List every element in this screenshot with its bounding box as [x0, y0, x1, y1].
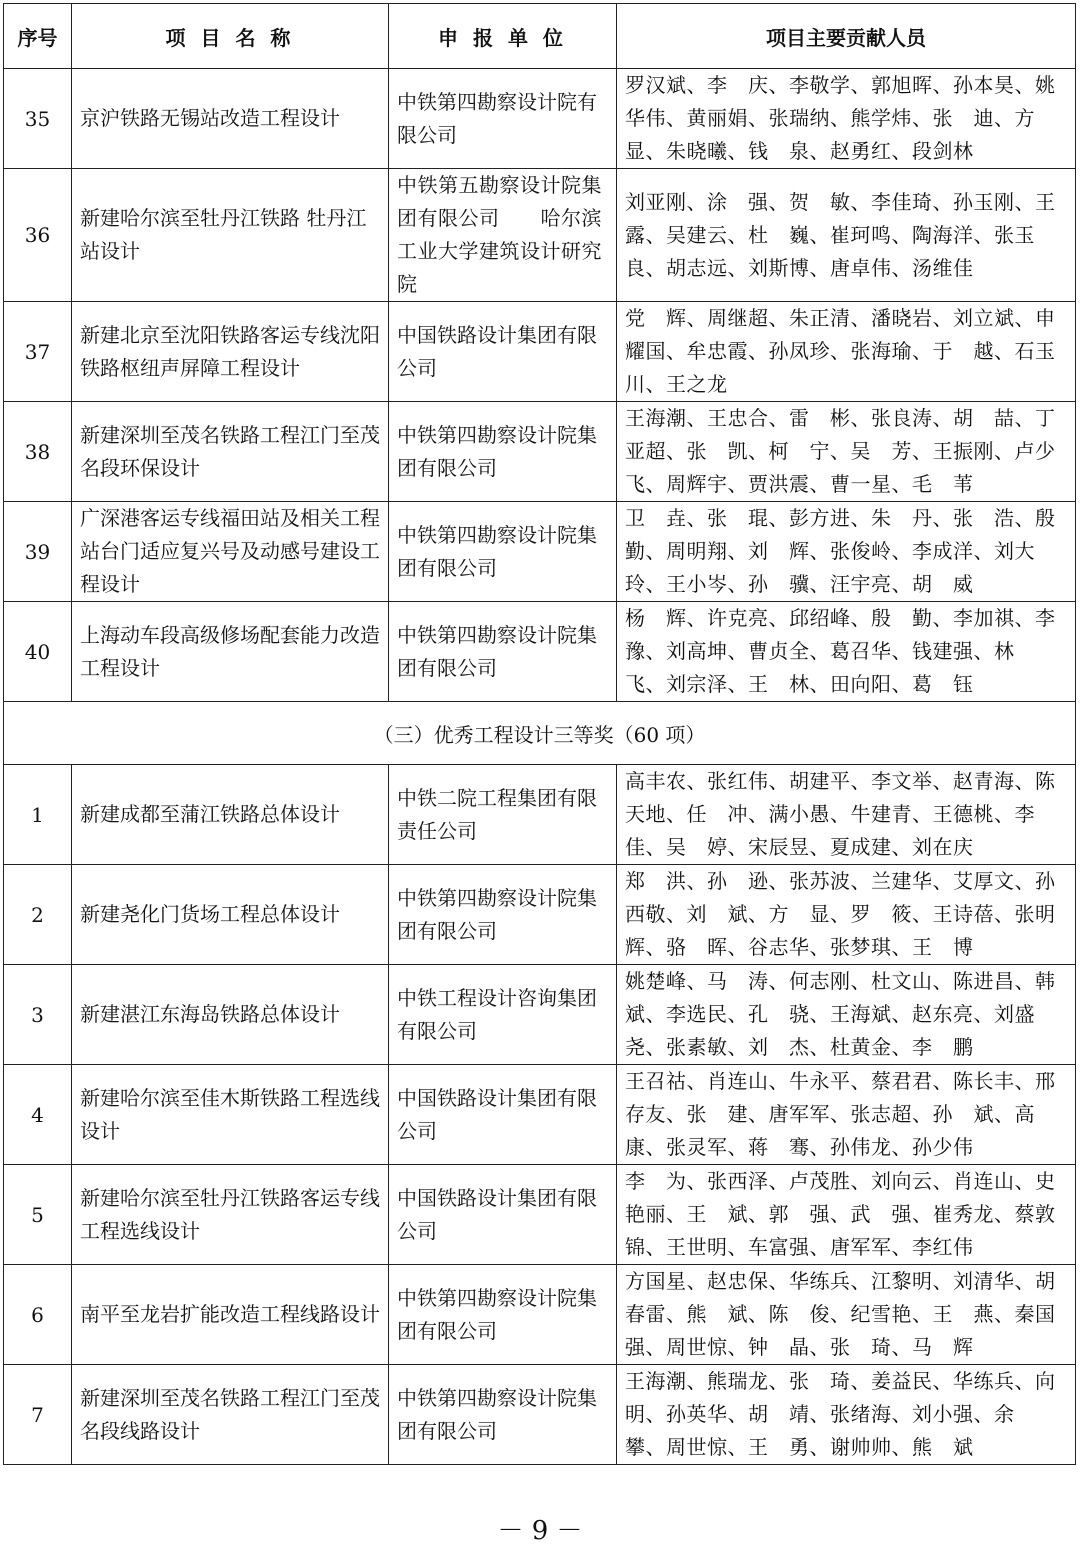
table-row — [4, 1365, 1076, 1465]
table-row — [4, 302, 1076, 402]
row-no: 38 — [4, 402, 72, 502]
row-unit: 中铁第四勘察设计院集团有限公司 — [389, 1365, 617, 1465]
row-unit: 中国铁路设计集团有限公司 — [389, 1065, 617, 1165]
row-unit: 中铁工程设计咨询集团有限公司 — [389, 965, 617, 1065]
row-no: 6 — [4, 1265, 72, 1365]
page-number: － 9 － — [497, 1516, 583, 1546]
table-row — [4, 1165, 1076, 1265]
table-row — [4, 69, 1076, 169]
row-no: 1 — [4, 765, 72, 865]
row-unit: 中铁第四勘察设计院有限公司 — [389, 69, 617, 169]
row-project-name: 新建哈尔滨至佳木斯铁路工程选线设计 — [72, 1065, 389, 1165]
row-no: 7 — [4, 1365, 72, 1465]
row-project-name: 新建北京至沈阳铁路客运专线沈阳铁路枢纽声屏障工程设计 — [72, 302, 389, 402]
table-header-row — [4, 4, 1076, 69]
row-project-name: 新建深圳至茂名铁路工程江门至茂名段环保设计 — [72, 402, 389, 502]
header-contributors: 项目主要贡献人员 — [617, 4, 1076, 69]
row-project-name: 京沪铁路无锡站改造工程设计 — [72, 69, 389, 169]
row-unit: 中铁第四勘察设计院集团有限公司 — [389, 1265, 617, 1365]
header-project-name: 项 目 名 称 — [72, 4, 389, 69]
row-project-name: 广深港客运专线福田站及相关工程站台门适应复兴号及动感号建设工程设计 — [72, 502, 389, 602]
row-contributors: 王海潮、熊瑞龙、张 琦、姜益民、华练兵、向 明、孙英华、胡 靖、张绪海、刘小强、余 攀、周世惊、王 勇、谢帅帅、熊 斌 — [617, 1365, 1076, 1465]
row-unit: 中国铁路设计集团有限公司 — [389, 1165, 617, 1265]
row-unit: 中铁第四勘察设计院集团有限公司 — [389, 502, 617, 602]
row-no: 3 — [4, 965, 72, 1065]
header-unit: 申 报 单 位 — [389, 4, 617, 69]
row-contributors: 王召祜、肖连山、牛永平、蔡君君、陈长丰、邢存友、张 建、唐军军、张志超、孙 斌、高 康、张灵军、蒋 骞、孙伟龙、孙少伟 — [617, 1065, 1076, 1165]
row-contributors: 郑 洪、孙 逊、张苏波、兰建华、艾厚文、孙西敬、刘 斌、方 显、罗 筱、王诗蓓、张明辉、骆 晖、谷志华、张梦琪、王 博 — [617, 865, 1076, 965]
row-unit: 中铁第四勘察设计院集团有限公司 — [389, 402, 617, 502]
row-contributors: 姚楚峰、马 涛、何志刚、杜文山、陈进昌、韩 斌、李选民、孔 骁、王海斌、赵东亮、刘盛尧、张素敏、刘 杰、杜黄金、李 鹏 — [617, 965, 1076, 1065]
row-unit: 中铁二院工程集团有限责任公司 — [389, 765, 617, 865]
row-contributors: 罗汉斌、李 庆、李敬学、郭旭晖、孙本昊、姚华伟、黄丽娟、张瑞纳、熊学炜、张 迪、方 显、朱晓曦、钱 泉、赵勇红、段剑林 — [617, 69, 1076, 169]
row-no: 2 — [4, 865, 72, 965]
row-unit: 中国铁路设计集团有限公司 — [389, 302, 617, 402]
table-row — [4, 965, 1076, 1065]
row-contributors: 卫 垚、张 琨、彭方进、朱 丹、张 浩、殷 勤、周明翔、刘 辉、张俊岭、李成洋、刘大玲、王小岑、孙 骥、汪宇亮、胡 威 — [617, 502, 1076, 602]
row-contributors: 高丰农、张红伟、胡建平、李文举、赵青海、陈天地、任 冲、满小愚、牛建青、王德桃、李 佳、吴 婷、宋辰昱、夏成建、刘在庆 — [617, 765, 1076, 865]
section-header-row — [4, 702, 1076, 765]
row-contributors: 党 辉、周继超、朱正清、潘晓岩、刘立斌、申耀国、牟忠霞、孙凤珍、张海瑜、于 越、石玉川、王之龙 — [617, 302, 1076, 402]
table-row — [4, 1065, 1076, 1165]
row-contributors: 王海潮、王忠合、雷 彬、张良涛、胡 喆、丁亚超、张 凯、柯 宁、吴 芳、王振刚、卢少飞、周辉宇、贾洪震、曹一星、毛 苇 — [617, 402, 1076, 502]
row-no: 37 — [4, 302, 72, 402]
table-row — [4, 402, 1076, 502]
row-no: 39 — [4, 502, 72, 602]
row-project-name: 新建成都至蒲江铁路总体设计 — [72, 765, 389, 865]
row-no: 36 — [4, 169, 72, 302]
row-no: 4 — [4, 1065, 72, 1165]
row-project-name: 南平至龙岩扩能改造工程线路设计 — [72, 1265, 389, 1365]
row-unit: 中铁第四勘察设计院集团有限公司 — [389, 602, 617, 702]
row-project-name: 新建深圳至茂名铁路工程江门至茂名段线路设计 — [72, 1365, 389, 1465]
row-no: 35 — [4, 69, 72, 169]
awards-table — [3, 3, 1076, 1465]
table-row — [4, 602, 1076, 702]
section-title: （三）优秀工程设计三等奖（60 项） — [4, 702, 1076, 765]
row-contributors: 杨 辉、许克亮、邱绍峰、殷 勤、李加祺、李 豫、刘高坤、曹贞全、葛召华、钱建强、林 飞、刘宗泽、王 林、田向阳、葛 钰 — [617, 602, 1076, 702]
row-project-name: 新建哈尔滨至牡丹江铁路 牡丹江站设计 — [72, 169, 389, 302]
row-project-name: 新建湛江东海岛铁路总体设计 — [72, 965, 389, 1065]
row-unit: 中铁第五勘察设计院集团有限公司 哈尔滨工业大学建筑设计研究院 — [389, 169, 617, 302]
row-contributors: 方国星、赵忠保、华练兵、江黎明、刘清华、胡春雷、熊 斌、陈 俊、纪雪艳、王 燕、秦国强、周世惊、钟 晶、张 琦、马 辉 — [617, 1265, 1076, 1365]
row-unit: 中铁第四勘察设计院集团有限公司 — [389, 865, 617, 965]
row-project-name: 新建哈尔滨至牡丹江铁路客运专线工程选线设计 — [72, 1165, 389, 1265]
row-contributors: 李 为、张西泽、卢茂胜、刘向云、肖连山、史艳丽、王 斌、郭 强、武 强、崔秀龙、蔡敦锦、王世明、车富强、唐军军、李红伟 — [617, 1165, 1076, 1265]
row-no: 5 — [4, 1165, 72, 1265]
table-row — [4, 502, 1076, 602]
table-row — [4, 765, 1076, 865]
table-row — [4, 169, 1076, 302]
row-contributors: 刘亚刚、涂 强、贺 敏、李佳琦、孙玉刚、王 露、吴建云、杜 巍、崔珂鸣、陶海洋、张玉良、胡志远、刘斯博、唐卓伟、汤维佳 — [617, 169, 1076, 302]
row-project-name: 新建尧化门货场工程总体设计 — [72, 865, 389, 965]
row-no: 40 — [4, 602, 72, 702]
header-no: 序号 — [4, 4, 72, 69]
row-project-name: 上海动车段高级修场配套能力改造工程设计 — [72, 602, 389, 702]
table-row — [4, 1265, 1076, 1365]
table-row — [4, 865, 1076, 965]
